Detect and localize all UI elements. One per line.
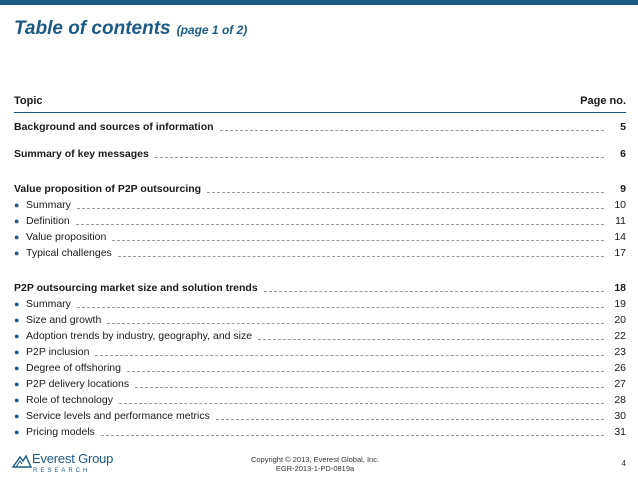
toc-entry-page: 10 — [614, 199, 626, 211]
bullet-icon: ● — [14, 411, 20, 421]
toc-entry-label: Degree of offshoring — [26, 362, 121, 374]
bullet-icon: ● — [14, 216, 20, 226]
dot-leader — [95, 354, 604, 356]
bullet-icon: ● — [14, 200, 20, 210]
toc-header — [14, 95, 626, 109]
toc-entry-label: P2P delivery locations — [26, 378, 130, 390]
copyright-text: Copyright © 2013, Everest Global, Inc. — [250, 455, 380, 464]
toc-entry-page: 11 — [615, 215, 626, 227]
toc-entry-label: Background and sources of information — [14, 121, 214, 133]
toc-entry-label: Value proposition of P2P outsourcing — [14, 183, 202, 195]
toc-item-row — [14, 228, 626, 244]
toc-entry-page: 31 — [614, 426, 626, 438]
toc-entry-page: 5 — [620, 121, 626, 133]
document-id: EGR-2013-1-PD-0819a — [275, 464, 355, 473]
dot-leader — [127, 370, 604, 372]
toc-item-row — [14, 375, 626, 391]
toc-section-row — [14, 279, 626, 295]
bullet-icon: ● — [14, 427, 20, 437]
page-column-header: Page no. — [580, 95, 626, 107]
bullet-icon: ● — [14, 395, 20, 405]
bullet-icon: ● — [14, 379, 20, 389]
toc-item-row — [14, 311, 626, 327]
top-accent-bar — [0, 0, 638, 5]
bullet-icon: ● — [14, 299, 20, 309]
toc-item-row — [14, 423, 626, 439]
bullet-icon: ● — [14, 232, 20, 242]
toc-entry-label: Summary — [26, 298, 71, 310]
dot-leader — [216, 418, 604, 420]
bullet-icon: ● — [14, 347, 20, 357]
mountain-icon — [12, 451, 32, 469]
dot-leader — [76, 223, 604, 225]
toc-entry-page: 28 — [614, 394, 626, 406]
toc-item-row — [14, 343, 626, 359]
dot-leader — [135, 386, 604, 388]
toc-entry-page: 26 — [614, 362, 626, 374]
toc-item-row — [14, 212, 626, 228]
toc-entry-page: 18 — [614, 282, 626, 294]
toc-entry-label: P2P inclusion — [26, 346, 90, 358]
toc-entry-page: 17 — [614, 247, 626, 259]
toc-entry-label: Role of technology — [26, 394, 113, 406]
toc-item-row — [14, 391, 626, 407]
dot-leader — [118, 255, 604, 257]
everest-group-logo — [12, 449, 122, 477]
title-page-indicator: (page 1 of 2) — [176, 23, 248, 37]
toc-item-row — [14, 327, 626, 343]
toc-entry-label: Pricing models — [26, 426, 95, 438]
topic-column-header: Topic — [14, 95, 43, 107]
dot-leader — [77, 207, 604, 209]
toc-entry-page: 22 — [614, 330, 626, 342]
dot-leader — [107, 322, 604, 324]
dot-leader — [119, 402, 604, 404]
dot-leader — [155, 156, 604, 158]
toc-entry-label: Summary of key messages — [14, 148, 149, 160]
dot-leader — [112, 239, 604, 241]
header-divider — [14, 112, 626, 113]
toc-entry-page: 30 — [614, 410, 626, 422]
dot-leader — [264, 290, 604, 292]
toc-section-row — [14, 118, 626, 134]
toc-entry-label: Size and growth — [26, 314, 102, 326]
toc-entry-page: 14 — [614, 231, 626, 243]
toc-item-row — [14, 295, 626, 311]
toc-entry-page: 20 — [614, 314, 626, 326]
toc-item-row — [14, 407, 626, 423]
toc-entry-page: 27 — [614, 378, 626, 390]
dot-leader — [77, 306, 604, 308]
dot-leader — [220, 129, 604, 131]
logo-name: Everest Group — [32, 451, 114, 466]
toc-item-row — [14, 244, 626, 260]
toc-section-row — [14, 180, 626, 196]
dot-leader — [101, 434, 604, 436]
toc-entry-page: 9 — [620, 183, 626, 195]
bullet-icon: ● — [14, 315, 20, 325]
toc-item-row — [14, 359, 626, 375]
toc-entry-label: Adoption trends by industry, geography, and size — [26, 330, 253, 342]
toc-entry-page: 23 — [614, 346, 626, 358]
toc-entry-page: 19 — [614, 298, 626, 310]
copyright-block — [200, 455, 430, 473]
toc-entry-label: Typical challenges — [26, 247, 112, 259]
dot-leader — [207, 191, 604, 193]
title-text: Table of contents — [14, 18, 171, 39]
bullet-icon: ● — [14, 248, 20, 258]
dot-leader — [258, 338, 604, 340]
toc-entry-label: P2P outsourcing market size and solution trends — [14, 282, 258, 294]
toc-entry-page: 6 — [620, 148, 626, 160]
toc-entry-label: Service levels and performance metrics — [26, 410, 210, 422]
bullet-icon: ● — [14, 331, 20, 341]
toc-section-row — [14, 145, 626, 161]
logo-tagline: RESEARCH — [33, 468, 91, 474]
page-number: 4 — [621, 459, 626, 468]
toc-entry-label: Value proposition — [26, 231, 107, 243]
toc-entry-label: Summary — [26, 199, 71, 211]
toc-item-row — [14, 196, 626, 212]
bullet-icon: ● — [14, 363, 20, 373]
page-title — [14, 18, 247, 40]
toc-entry-label: Definition — [26, 215, 70, 227]
